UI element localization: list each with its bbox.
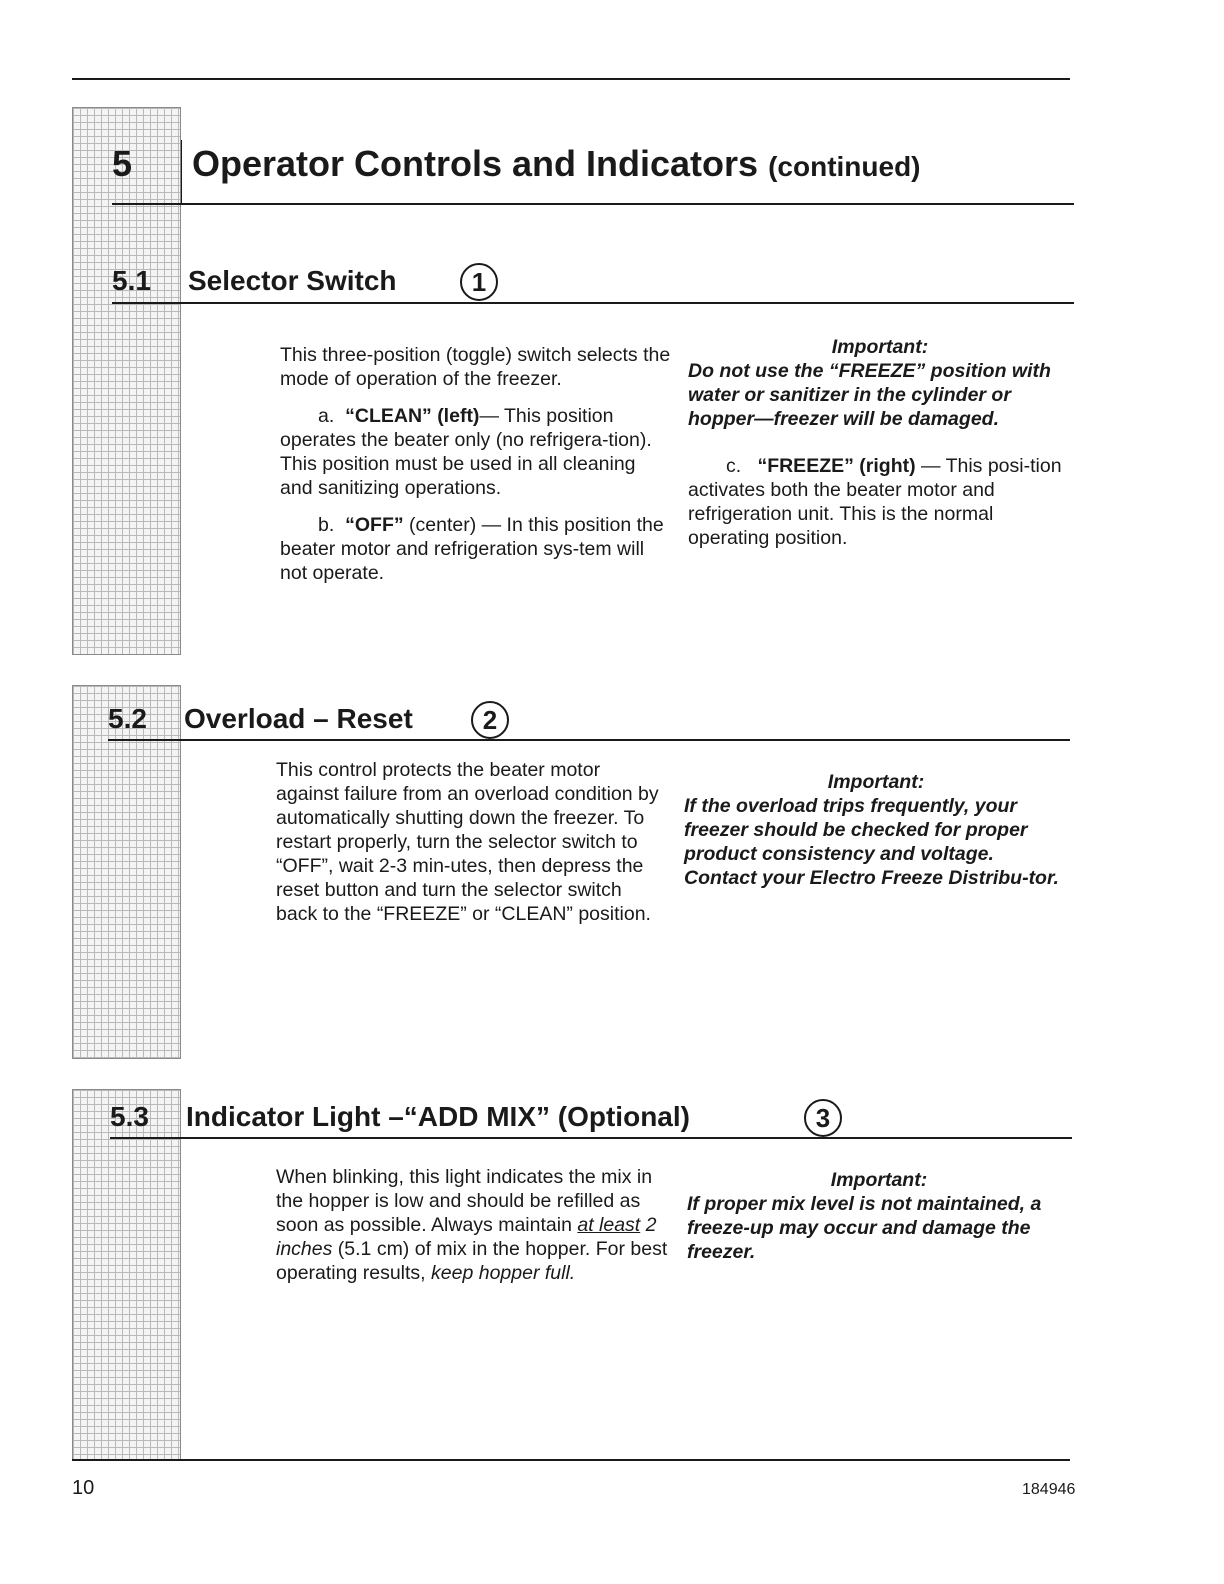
chapter-title-text: Operator Controls and Indicators [192, 143, 759, 184]
callout-1: 1 [460, 263, 498, 301]
section-5-1-intro: This three-position (toggle) switch selects the mode of operation of the freezer. [280, 344, 671, 390]
important-text-5-2: If the overload trips frequently, your freezer should be checked for proper product consistency and voltage. Contact your Electro Freeze Distribu-tor. [684, 795, 1059, 889]
section-title-selector-switch: Selector Switch [188, 265, 397, 296]
important-heading-5-1: Important: [831, 336, 929, 358]
section-5-2-rule [108, 739, 1070, 741]
grid-sidebar-block-3 [72, 1089, 181, 1461]
item-b-label: “OFF” [345, 514, 404, 536]
section-5-3-body-part2: (5.1 cm) of mix in the hopper. For best operating results, [276, 1238, 668, 1284]
keep-hopper-full-emphasis: keep hopper full. [431, 1262, 576, 1284]
section-title-overload-reset: Overload – Reset [184, 703, 413, 734]
callout-2: 2 [471, 701, 509, 739]
section-5-3-rule [110, 1137, 1072, 1139]
document-number: 184946 [1022, 1481, 1076, 1498]
section-number-5-1: 5.1 [112, 265, 151, 296]
item-c-freeze-block [688, 454, 1072, 550]
item-a-letter: a. [318, 405, 335, 427]
chapter-title [192, 143, 921, 185]
item-a-clean [280, 404, 672, 500]
grid-sidebar-block-1 [72, 107, 181, 655]
section-number-5-3: 5.3 [110, 1101, 149, 1132]
item-b-text: (center) — In this position the beater motor and refrigeration sys-tem will not operate. [280, 514, 664, 584]
item-a-label: “CLEAN” (left) [345, 405, 480, 427]
chapter-rule [112, 203, 1074, 205]
section-5-1-body [280, 343, 672, 585]
item-c-freeze [688, 454, 1072, 550]
callout-3: 3 [804, 1099, 842, 1137]
item-a-text: — This position operates the beater only (no refrigera-tion). This position must be used in all cleaning and sanitizing operations. [280, 405, 652, 499]
important-text-5-1: Do not use the “FREEZE” position with water or sanitizer in the cylinder or hopper—freezer will be damaged. [688, 360, 1051, 430]
section-5-2-body: This control protects the beater motor against failure from an overload condition by automatically shutting down the freezer. To restart properly, turn the selector switch to “OFF”, wait 2-3 min-utes, then depress the reset button and turn the selector switch back to the “FREEZE” or “CLEAN” position. [276, 759, 659, 925]
section-number-5-2: 5.2 [108, 703, 147, 734]
section-5-3-body-part1: When blinking, this light indicates the mix in the hopper is low and should be refilled as soon as possible. Always maintain [276, 1166, 653, 1236]
top-rule [72, 78, 1070, 80]
important-heading-5-2: Important: [827, 771, 925, 793]
bottom-rule [72, 1459, 1070, 1461]
grid-sidebar-block-2 [72, 685, 181, 1059]
item-b-off [280, 513, 672, 585]
important-heading-5-3: Important: [830, 1169, 928, 1191]
two-inches-emphasis: 2 inches [276, 1214, 657, 1260]
item-c-text: — This posi-tion activates both the beater motor and refrigeration unit. This is the normal operating position. [688, 455, 1062, 549]
important-note-5-2 [684, 770, 1068, 890]
important-note-5-1 [688, 335, 1072, 431]
important-note-5-3 [687, 1168, 1071, 1264]
at-least-emphasis: at least [577, 1214, 641, 1236]
important-text-5-3: If proper mix level is not maintained, a freeze-up may occur and damage the freezer. [687, 1193, 1042, 1263]
section-5-3-body [276, 1165, 668, 1285]
section-title-indicator-light: Indicator Light –“ADD MIX” (Optional) [186, 1101, 690, 1132]
chapter-number: 5 [112, 143, 133, 184]
chapter-title-suffix: (continued) [768, 151, 921, 182]
item-c-label: “FREEZE” (right) [757, 455, 916, 477]
item-c-letter: c. [726, 455, 742, 477]
page-number: 10 [72, 1477, 95, 1499]
item-b-letter: b. [318, 514, 335, 536]
section-5-1-rule [112, 302, 1074, 304]
chapter-divider [181, 140, 182, 204]
